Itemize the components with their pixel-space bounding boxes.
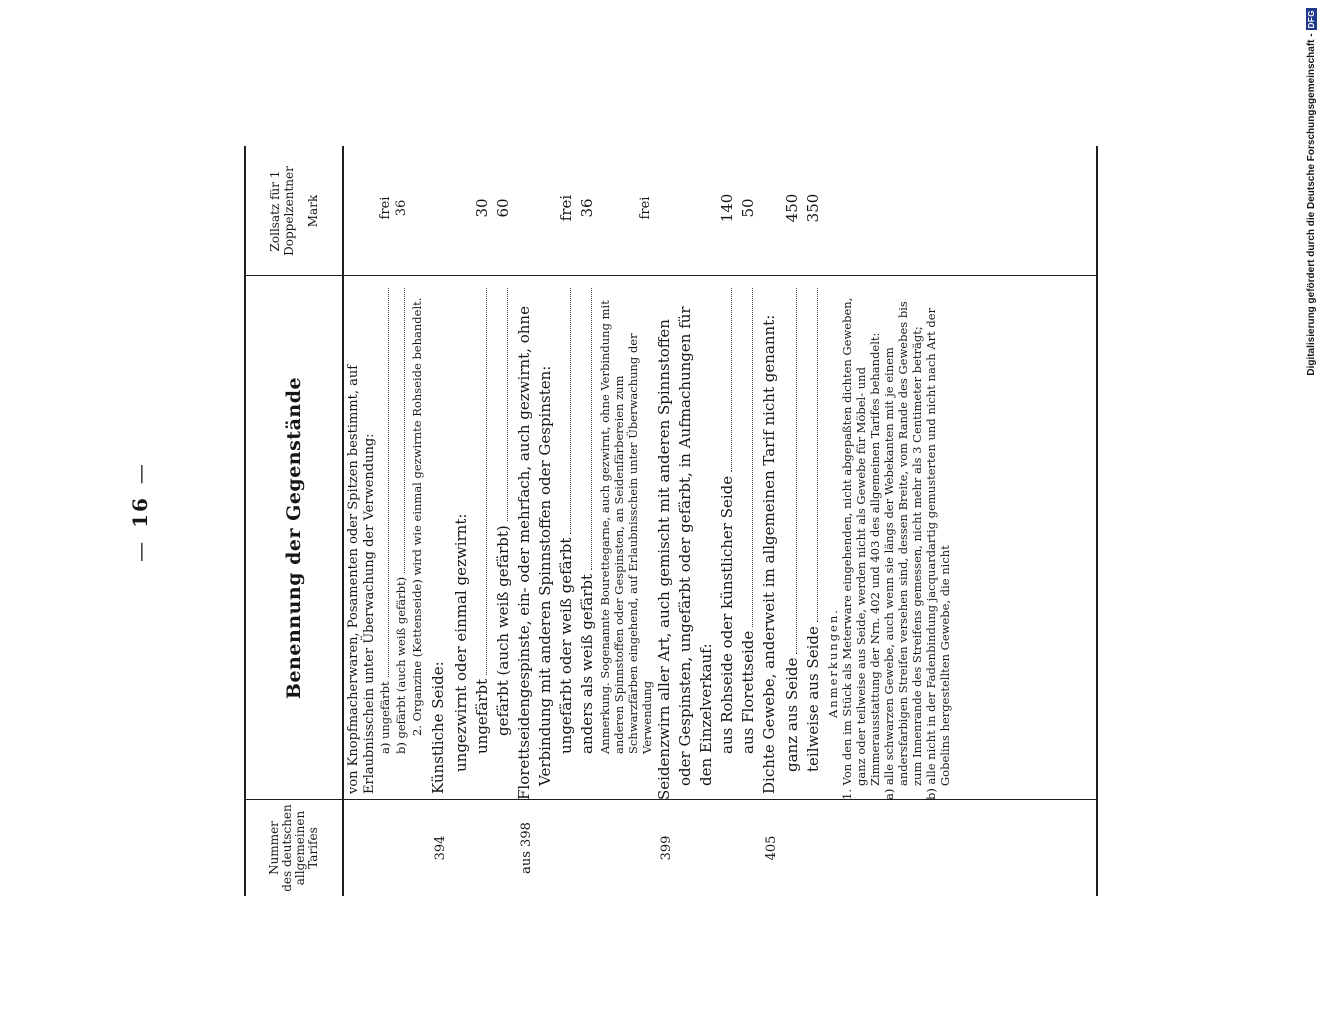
credit-text: Digitalisierung gefördert durch die Deutsche Forschungsgemeinschaft - xyxy=(1305,33,1317,376)
table-row: 1. Von den im Stück als Meterware eingehenden, nicht abgepaßten dichten Geweben, ganz oder teilweise aus Seide, werden nicht als Gewebe für Möbel- und Zimmerausstattung der Nrn. 402 und 403 des allgemeinen Tarifes behandelt: xyxy=(840,297,882,800)
leader-dots xyxy=(752,288,753,627)
table-row: 399 Seidenzwirn aller Art, auch gemischt mit anderen Spinnstoffen oder Gespinsten, ungefärbt oder gefärbt, in Aufmachungen für den Einzelverkauf: xyxy=(655,306,715,861)
table-row: teilweise aus Seide 350 xyxy=(804,193,822,772)
table-row: ungefärbt 30 xyxy=(473,198,491,754)
table-row: ungefärbt oder weiß gefärbt frei xyxy=(557,194,575,754)
table-row: anders als weiß gefärbt 36 xyxy=(578,198,596,754)
table-row: aus Rohseide oder künstlicher Seide 140 xyxy=(718,193,736,754)
rate-unit: Mark xyxy=(306,194,320,228)
leader-dots xyxy=(796,288,797,654)
table-row: Anmerkung. Sogenannte Bourettegarne, auch gezwirnt, ohne Verbindung mit anderen Spinnstoffen oder Gespinsten, an Seidenfärbereien zum Schwarzfärben eingehend, auf Erlaubnisschein unter Überwachung der Verwendung frei xyxy=(598,196,654,754)
leader-dots xyxy=(507,288,508,521)
table-row: ungezwirnt oder einmal gezwirnt: xyxy=(452,513,470,772)
header-rate-column: Zollsatz für 1 Doppelzentner Mark xyxy=(268,166,320,256)
leader-dots xyxy=(486,288,487,675)
table-body xyxy=(346,146,952,896)
leader-dots xyxy=(388,288,389,677)
header-number-column: Nummer des deutschen allgemeinen Tarifes xyxy=(267,804,320,892)
table-row: a) alle schwarzen Gewebe, auch wenn sie längs der Webekanten mit je einem andersfarbigen Streifen versehen sind, dessen Breite, vom Rande des Gewebes bis zum Innenrande des Streifens gemessen, nicht mehr als 3 Centimeter beträgt; xyxy=(882,301,924,800)
digitization-credit xyxy=(1303,8,1319,396)
leader-dots xyxy=(817,288,818,622)
leader-dots xyxy=(570,288,571,534)
table-row: gefärbt (auch weiß gefärbt) 60 xyxy=(494,198,512,736)
table-row: aus Florettseide 50 xyxy=(739,198,757,754)
table-row: Anmerkungen. xyxy=(826,608,840,718)
table-row: von Knopfmacherwaren, Posamenten oder Spitzen bestimmt, auf Erlaubnisschein unter Überwachung der Verwendung: xyxy=(346,364,377,794)
leader-dots xyxy=(404,288,405,573)
rotated-page xyxy=(80,8,1200,1016)
table-row: b) gefärbt (auch weiß gefärbt) 36 xyxy=(394,199,409,754)
page-number-value: 16 xyxy=(128,496,152,528)
leader-dots xyxy=(591,288,592,570)
dfg-logo: DFG xyxy=(1306,10,1316,29)
leader-dots xyxy=(731,288,732,472)
table-row: 2. Organzine (Kettenseide) wird wie einmal gezwirnte Rohseide behandelt. xyxy=(410,297,424,736)
page-number: —16— xyxy=(128,462,152,562)
table-row: 394 Künstliche Seide: xyxy=(429,661,448,861)
table-row: 405 Dichte Gewebe, anderweit im allgemeinen Tarif nicht genannt: xyxy=(760,314,779,861)
header-name-column: Benennung der Gegenstände xyxy=(283,376,305,700)
table-row: ganz aus Seide 450 xyxy=(783,193,801,772)
table-row: aus 398 Florettseidengespinste, ein- oder mehrfach, auch gezwirnt, ohne Verbindung mit anderen Spinnstoffen oder Gespinsten: xyxy=(515,306,554,874)
tariff-table xyxy=(244,146,1098,896)
table-row: b) alle nicht in der Fadenbindung jacquardartig gemusterten und nicht nach Art der Gobelins hergestellten Gewebe, die nicht xyxy=(924,307,952,800)
table-row: a) ungefärbt frei xyxy=(378,196,393,754)
table-header xyxy=(246,146,344,896)
